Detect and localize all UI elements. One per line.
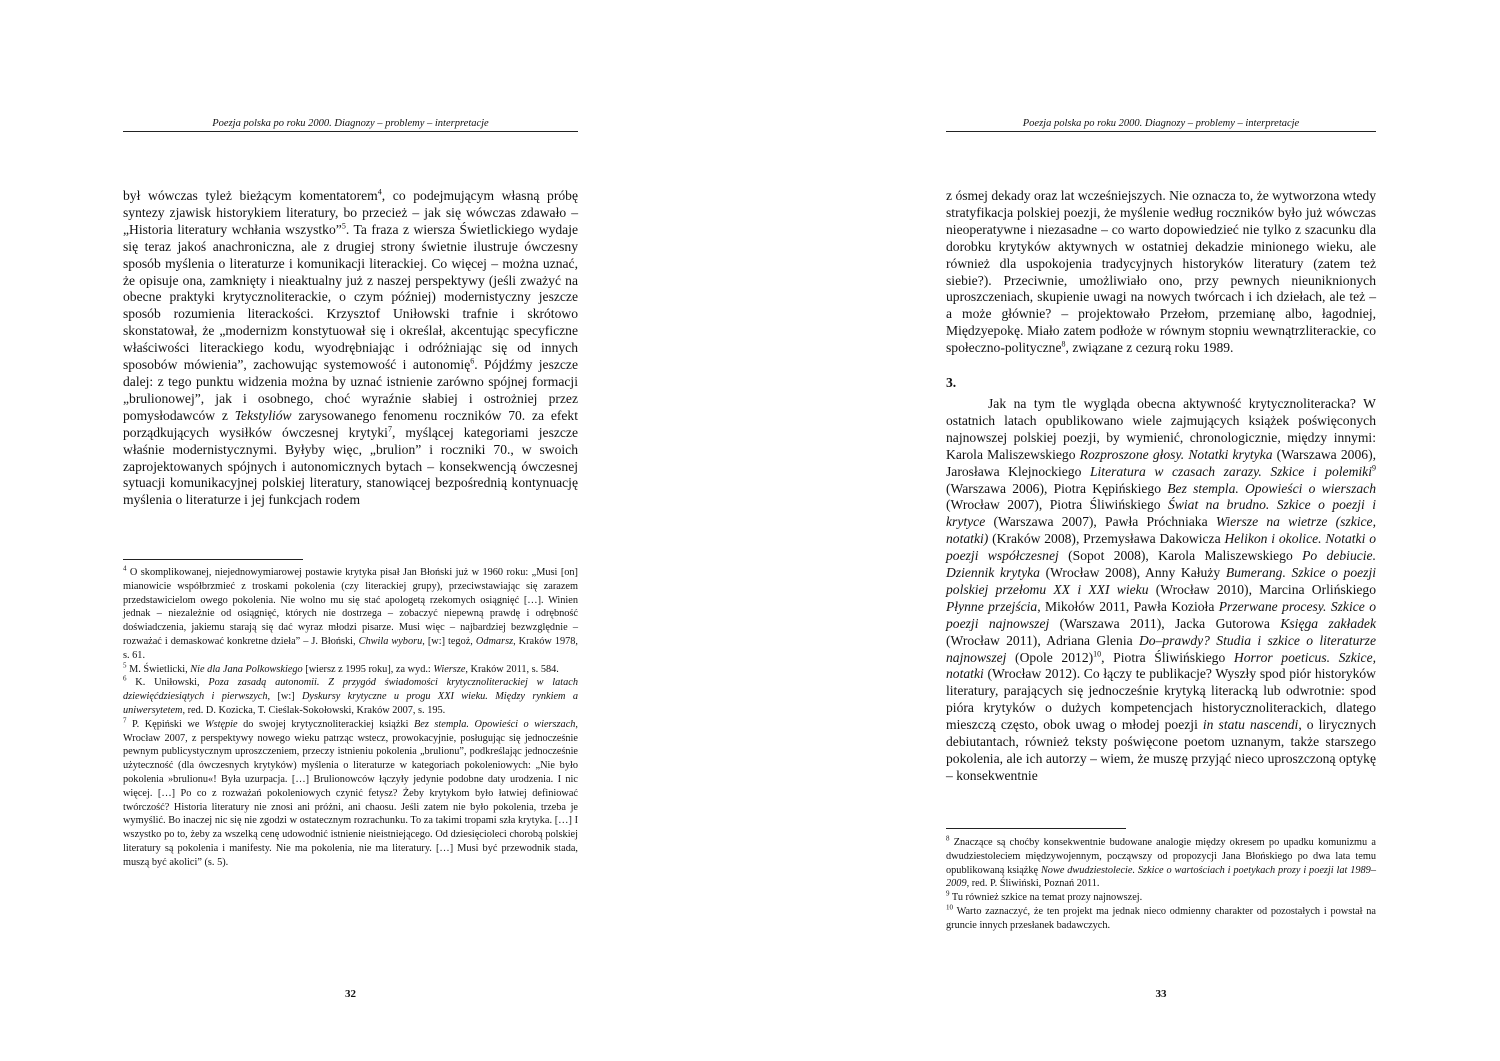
footnote-ref[interactable]: 9 (1372, 463, 1376, 473)
footnote-ref[interactable]: 8 (1061, 339, 1066, 349)
right-body-text (946, 188, 1376, 785)
footnote-8: $^8$ Znaczące są choćby konsekwentnie budowane analogie między okresem po upadku komunizmu a dwudziestoleciem międzywojennym, począwszy od propozycji Jana Błońskiego po dwa lata temu opublikowaną książkę Nowe dwudziestolecie. Szkice o wartościach i poetykach prozy i poezji lat 1989–2009, red. P. Śliwiński, Poznań 2011. (946, 834, 1376, 890)
left-body-text (123, 188, 578, 509)
right-paragraph-1: z ósmej dekady oraz lat wcześniejszych. Nie oznacza to, że wytworzona wtedy stratyfikacja polskiej poezji, że myślenie według roczników było już wówczas nieoperatywne i niezasadne – co warto dopowiedzieć nie tylko z szacunku dla dorobku krytyków aktywnych w ostatniej dekadzie minionego wieku, ale również dla uspokojenia tradycyjnych historyków literatury (zatem też siebie?). Przeciwnie, umożliwiało ono, przy pewnych nieuniknionych uproszczeniach, skupienie uwagi na nowych twórcach i ich dziełach, ale też – a może głównie? – projektowało Przełom, przemianę albo, łagodniej, Międzyepokę. Miało zatem podłoże w równym stopniu wewnątrzliterackie, co społeczno-polityczne$^8$, związane z cezurą roku 1989. (946, 188, 1376, 356)
section-number: 3. (946, 375, 957, 391)
left-page (123, 0, 578, 1061)
running-head-left: Poezja polska po roku 2000. Diagnozy – problemy – interpretacje (123, 118, 578, 132)
footnote-ref[interactable]: 6 (470, 356, 475, 366)
footnote-4: $^4$ O skomplikowanej, niejednowymiarowej postawie krytyka pisał Jan Błoński już w 1960 roku: „Musi [on] mianowicie współbrzmieć z troskami pokolenia (czy literackiej grupy), przeciwstawiając się zarazem przedstawicielom owego pokolenia. Nie wolno mu się stać apologetą rzekomych osiągnięć […]. Winien jednak – niezależnie od osiągnięć, których nie dostrzega – zobaczyć niepewną prawdę i odrębność doświadczenia, jakiemu starają się dać wyraz młodzi pisarze. Musi więc – najbardziej bezwzględnie – rozważać i demaskować konkretne dzieła” – J. Błoński, Chwila wyboru, [w:] tegoż, Odmarsz, Kraków 1978, s. 61. (123, 564, 579, 661)
footnote-ref[interactable]: 7 (387, 424, 392, 434)
footnote-10: $^{10}$ Warto zaznaczyć, że ten projekt ma jednak nieco odmienny charakter od pozostałych i powstał na gruncie innych przesłanek badawczych. (946, 903, 1376, 931)
left-footnotes (123, 566, 578, 870)
footnote-7: $^7$ P. Kępiński we Wstępie do swojej krytycznoliterackiej książki Bez stempla. Opowieści o wierszach, Wrocław 2007, z perspektywy nowego wieku patrząc wstecz, prowokacyjnie, posługując się jednocześnie pewnym publicystycznym uproszczeniem, przeczy istnieniu pokolenia „brulionu”, podkreślając jednocześnie użyteczność (dla ówczesnych krytyków) myślenia o literaturze w kategoriach pokoleniowych: „Nie było pokolenia »brulionu«! Była uzurpacja. […] Brulionowców łączyły jedynie podobne daty urodzenia. I nic więcej. […] Po co z rozważań pokoleniowych czynić fetysz? Żeby krytykom było łatwiej definiować twórczość? Historia literatury nie znosi ani próżni, ani chaosu. Jeśli zatem nie było pokolenia, trzeba je wymyślić. Bo inaczej nic się nie zgodzi w ostatecznym rozrachunku. To za takimi tropami szła krytyka. […] I wszystko po to, żeby za wszelką cenę udowodnić istnienie nieistniejącego. Od dziesięcioleci chorobą polskiej literatury są pokolenia i manifesty. Nie ma pokolenia, nie ma literatury. […] Musi być przewodnik stada, muszą być akolici” (s. 5). (123, 716, 578, 868)
footnote-6: $^6$ K. Uniłowski, Poza zasadą autonomii. Z przygód świadomości krytycznoliterackiej w latach dziewięćdziesiątych i pierwszych, [w:] Dyskursy krytyczne u progu XXI wieku. Między rynkiem a uniwersytetem, red. D. Kozicka, T. Cieślak-Sokołowski, Kraków 2007, s. 195. (123, 674, 578, 716)
footnote-5: $^5$ M. Świetlicki, Nie dla Jana Polkowskiego [wiersz z 1995 roku], za wyd.: Wiersze, Kraków 2011, s. 584. (123, 661, 559, 675)
footnote-ref[interactable]: 4 (377, 187, 382, 197)
footnote-rule (123, 559, 303, 560)
page-number-right: 33 (1155, 988, 1167, 1000)
right-paragraph-2: Jak na tym tle wygląda obecna aktywność krytycznoliteracka? W ostatnich latach opublikowano wiele zajmujących książek poświęconych najnowszej polskiej poezji, by wymienić, chronologicznie, między innymi: Karola Maliszewskiego Rozproszone głosy. Notatki krytyka (Warszawa 2006), Jarosława Klejnockiego Literatura w czasach zarazy. Szkice i polemiki$^9$ (Warszawa 2006), Piotra Kępińskiego Bez stempla. Opowieści o wierszach (Wrocław 2007), Piotra Śliwińskiego Świat na brudno. Szkice o poezji i krytyce (Warszawa 2007), Pawła Próchniaka Wiersze na wietrze (szkice, notatki) (Kraków 2008), Przemysława Dakowicza Helikon i okolice. Notatki o poezji współczesnej (Sopot 2008), Karola Maliszewskiego Po debiucie. Dziennik krytyka (Wrocław 2008), Anny Kałuży Bumerang. Szkice o poezji polskiej przełomu XX i XXI wieku (Wrocław 2010), Marcina Orlińskiego Płynne przejścia, Mikołów 2011, Pawła Kozioła Przerwane procesy. Szkice o poezji najnowszej (Warszawa 2011), Jacka Gutorowa Księga zakładek (Wrocław 2011), Adriana Glenia Do–prawdy? Studia i szkice o literaturze najnowszej (Opole 2012)$^{10}$, Piotra Śliwińskiego Horror poeticus. Szkice, notatki (Wrocław 2012). Co łączy te publikacje? Wyszły spod piór historyków literatury, parających się jednocześnie krytyką literacką lub odwrotnie: spod pióra krytyków o dużych kompetencjach historycznoliterackich, dlatego mieszczą często, obok uwag o młodej poezji in statu nascendi, o lirycznych debiutantach, również teksty poświęcone poetom uznanym, także starszego pokolenia, ale ich autorzy – wiem, że muszę przyjąć nieco uproszczoną optykę – konsekwentnie (946, 395, 1377, 783)
left-paragraph: był wówczas tyleż bieżącym komentatorem$^4$, co podejmującym własną próbę syntezy zjawisk historykiem literatury, bo przecież – jak się wówczas zdawało – „Historia literatury wchłania wszystko”$^5$. Ta fraza z wiersza Świetlickiego wydaje się teraz jakoś anachroniczna, ale z drugiej strony świetnie ilustruje ówczesny sposób myślenia o literaturze i komunikacji literackiej. Co więcej – można uznać, że opisuje ona, zamknięty i nieaktualny już z naszej perspektywy (jeśli zważyć na obecne praktyki krytycznoliterackie, o czym później) modernistyczny jeszcze sposób rozumienia literackości. Krzysztof Uniłowski trafnie i skrótowo skonstatował, że „modernizm konstytuował się i określał, akcentując specyficzne właściwości literackiego kodu, wyodrębniając i odróżniając się od innych sposobów mówienia”, zachowując systemowość i autonomię$^6$. Pójdźmy jeszcze dalej: z tego punktu widzenia można by uznać istnienie zarówno spójnej formacji „brulionowej”, jak i osobnego, choć wyraźnie słabiej i ostrożniej przez pomysłodawców z Tekstyliów zarysowanego fenomenu roczników 70. za efekt porządkujących wysiłków ówczesnej krytyki$^7$, myślącej kategoriami jeszcze właśnie modernistycznymi. Byłyby więc, „brulion” i roczniki 70., w swoich zaprojektowanych spójnych i autonomicznych bytach – konsekwencją ówczesnej sytuacji komunikacyjnej polskiej literatury, stanowiącej bezpośrednią kontynuację myślenia o literaturze i jej funkcjach rodem (123, 187, 579, 508)
footnote-9: $^9$ Tu również szkice na temat prozy najnowszej. (946, 889, 1143, 904)
footnote-ref[interactable]: 5 (341, 221, 346, 231)
right-page (946, 0, 1376, 1061)
right-footnotes (946, 836, 1376, 933)
running-head-right: Poezja polska po roku 2000. Diagnozy – problemy – interpretacje (946, 118, 1376, 132)
footnote-rule (946, 828, 1126, 829)
footnote-ref[interactable]: 10 (1093, 649, 1102, 659)
page-number-left: 32 (345, 988, 356, 1000)
